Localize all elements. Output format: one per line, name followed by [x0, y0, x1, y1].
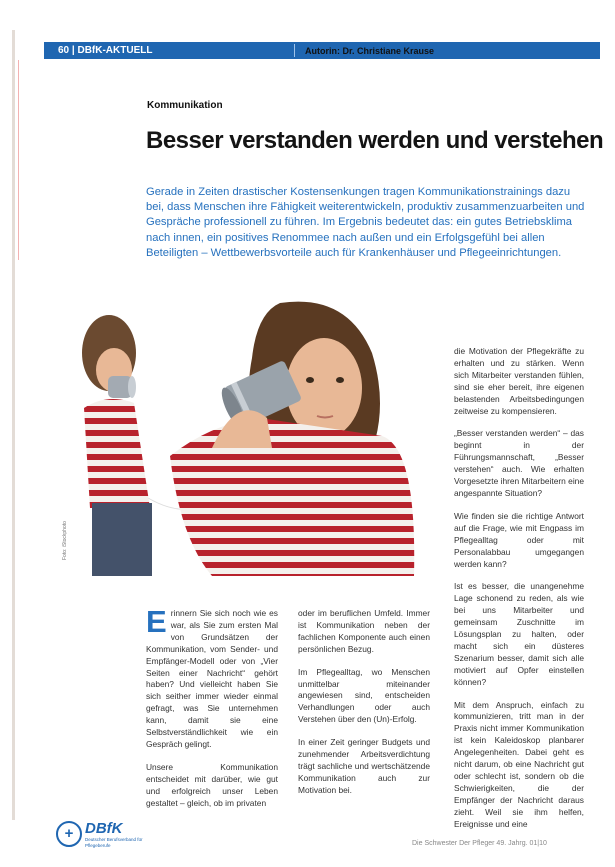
body-paragraph: Unsere Kommunikation entscheidet mit darüber, wie gut und erfolgreich unser Leben gestaltet – gleich, ob im privaten — [146, 761, 278, 808]
body-paragraph: Erinnern Sie sich noch wie es war, als Sie zum ersten Mal von Grundsätzen der Kommunikation, vom Sender- und Empfänger-Modell oder von „Vier Seiten einer Nachricht“ gehört haben? Und vielleicht haben Sie sich seither immer wieder einmal gefragt, was Sie unternehmen kann, damit sie eine Selbstverständlichkeit wie ein Gespräch gelingt. — [146, 604, 278, 749]
header-bar — [44, 42, 600, 59]
body-paragraph: oder im beruflichen Umfeld. Immer ist Kommunikation neben der fachlichen Komponente auch einen persönlichen Bezug. — [298, 608, 430, 654]
page-footer: Die Schwester Der Pfleger 49. Jahrg. 01|10 — [412, 840, 547, 847]
section-label: 60 | DBfK-AKTUELL — [58, 45, 153, 56]
logo-name: DBfK — [85, 820, 123, 837]
author-label: Autorin: Dr. Christiane Krause — [305, 45, 435, 56]
body-column-1 — [146, 604, 278, 821]
page-edge — [12, 30, 15, 820]
drop-cap: E — [146, 604, 167, 639]
body-column-3 — [454, 346, 584, 842]
body-paragraph: Wie finden sie die richtige Antwort auf die Frage, wie mit Engpass im Pflegealltag oder mit Personalabbau umgegangen werden kann? — [454, 510, 584, 569]
body-paragraph: Mit dem Anspruch, einfach zu kommunizieren, tritt man in der Praxis nicht immer Kommunikation ist kein Kaleidoskop planbarer Angelegenheiten. Dabei geht es nicht darum, ob eine Nachricht gut oder schlecht ist, sondern ob die Schwierigkeiten, die der Empfänger der Nachricht daraus zieht. Weil sie ihm helfen, Ereignisse und eine — [454, 699, 584, 829]
body-paragraph: Im Pflegealltag, wo Menschen unmittelbar miteinander angewiesen sind, entscheiden Verhandlungen oder auch Verstehen über den (Un)-Erfolg. — [298, 666, 430, 725]
logo-subtitle: Deutscher Berufsverband für Pflegeberufe — [85, 837, 143, 848]
body-paragraph: „Besser verstanden werden“ – das beginnt in der Führungsmannschaft, „Besser verstehen“ auch. Wie erhalten Vorgesetzte ihren Mitarbeitern eine angespannte Situation? — [454, 428, 584, 498]
article-photo — [62, 298, 432, 576]
article-kicker: Kommunikation — [147, 100, 223, 111]
article-headline: Besser verstanden werden und verstehen — [146, 127, 604, 154]
children-tin-can-phone-illustration — [62, 298, 432, 576]
cross-icon: + — [56, 821, 82, 847]
page-edge-mark — [18, 60, 19, 260]
body-column-2 — [298, 608, 430, 808]
body-paragraph: die Motivation der Pflegekräfte zu erhalten und zu stärken. Wenn sich Mitarbeiter verstanden fühlen, sind sie eher bereit, ihre eigenen belastenden Arbeitsbedingungen zeitweise zu kompensieren. — [454, 346, 584, 416]
dbfk-logo — [56, 821, 155, 848]
body-paragraph: In einer Zeit geringer Budgets und zunehmender Arbeitsverdichtung trägt sachliche und wertschätzende Kommunikation auch zur Motivation bei. — [298, 737, 430, 795]
article-intro: Gerade in Zeiten drastischer Kostensenkungen tragen Kommunikationstrainings dazu bei, dass Menschen ihre Fähigkeit weiterentwickeln, produktiv zusammenzuarbeiten und Gespräche professionell zu führen. Im Ergebnis bedeutet das: ein gutes Betriebsklima nach innen, ein positives Renommee nach außen und ein Erfolgsgefühl bei allen Beteiligten – Wettbewerbsvorteile auch für Krankenhäuser und Pflegeeinrichtungen. — [146, 186, 585, 259]
photo-credit: Foto: iStockphoto — [62, 521, 68, 560]
body-paragraph: Ist es besser, die unangenehme Lage schonend zu reden, als wie bei uns Mitarbeiter und gemeinsam Zuschnitte im Lösungsplan zu halten, oder macht sich ein düsteres Szenarium besser, damit sich alle motiviert auf Opfer einstellen können? — [454, 581, 584, 687]
